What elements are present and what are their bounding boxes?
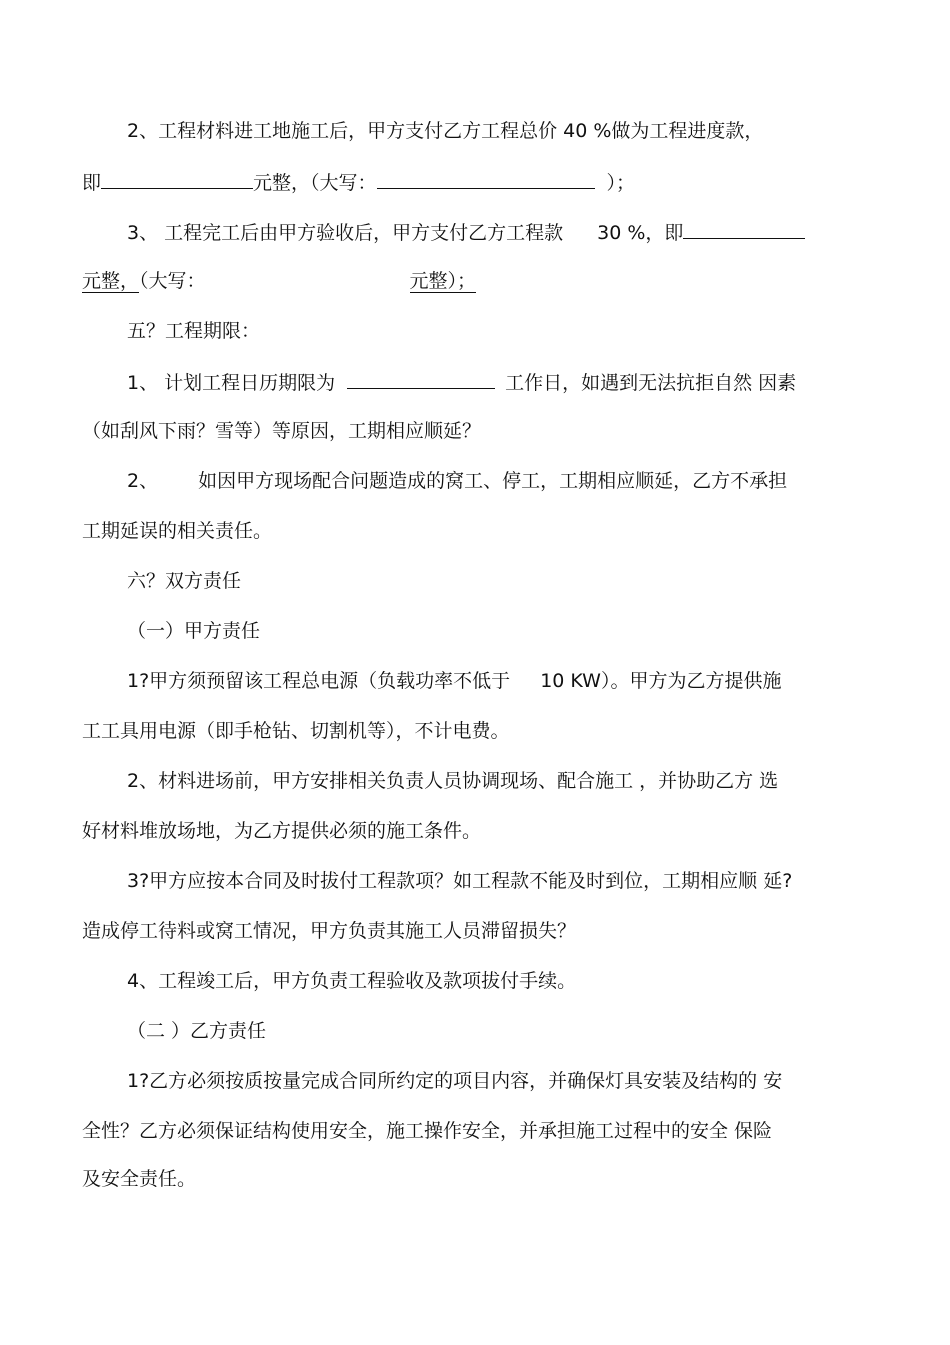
clause-text: ）； <box>606 172 636 194</box>
clause-text: 2、 <box>127 470 159 492</box>
subsection-heading: （一）甲方责任 <box>127 620 261 642</box>
clause-text: 工期延误的相关责任。 <box>82 520 273 542</box>
clause-text: 1?甲方须预留该工程总电源（负载功率不低于 <box>127 670 511 692</box>
clause-text: 及安全责任。 <box>82 1168 197 1190</box>
section-heading: 五？工程期限： <box>127 320 261 342</box>
clause-5-1-cont <box>82 418 481 444</box>
clause-text: 10 KW）。甲方为乙方提供施 <box>540 670 782 692</box>
clause-a-1-cont <box>82 718 510 744</box>
clause-a-3-cont <box>82 918 576 944</box>
section-heading: 六？双方责任 <box>127 570 242 592</box>
clause-2-amount-line <box>82 168 635 194</box>
workdays-blank[interactable] <box>347 368 495 389</box>
clause-text: 3?甲方应按本合同及时拔付工程款项？如工程款不能及时到位，工期相应顺 延? <box>127 870 793 892</box>
section-6-heading <box>127 568 241 594</box>
clause-b-1 <box>127 1068 782 1094</box>
clause-2-payment <box>127 118 763 144</box>
clause-text: 全性？乙方必须保证结构使用安全，施工操作安全，并承担施工过程中的安全 保险 <box>82 1120 773 1142</box>
clause-text: 即 <box>82 172 102 194</box>
clause-text: 1?乙方必须按质按量完成合同所约定的项目内容，并确保灯具安装及结构的 安 <box>127 1070 783 1092</box>
clause-text: 4、工程竣工后，甲方负责工程验收及款项拔付手续。 <box>127 970 577 992</box>
clause-text: 2、材料进场前，甲方安排相关负责人员协调现场、配合施工 ，并协助乙方 选 <box>127 770 779 792</box>
amount-blank[interactable] <box>101 168 253 189</box>
clause-text: 2、工程材料进工地施工后，甲方支付乙方工程总价 40 %做为工程进度款， <box>127 120 764 142</box>
clause-5-1 <box>127 368 796 394</box>
clause-5-2-cont <box>82 518 272 544</box>
clause-text: （大写： <box>139 270 206 292</box>
subsection-party-a <box>127 618 260 644</box>
clause-b-1-cont <box>82 1118 772 1144</box>
clause-a-2 <box>127 768 778 794</box>
clause-3-payment <box>127 218 805 244</box>
clause-text: 元整，（大写： <box>253 172 377 194</box>
clause-a-4 <box>127 968 576 994</box>
subsection-heading: （二 ）乙方责任 <box>127 1020 267 1042</box>
amount-blank[interactable] <box>683 218 805 239</box>
clause-text: （如刮风下雨？雪等）等原因，工期相应顺延？ <box>82 420 482 442</box>
clause-5-2 <box>127 468 787 494</box>
clause-text: 元整）； <box>409 270 477 292</box>
clause-text: 造成停工待料或窝工情况，甲方负责其施工人员滞留损失？ <box>82 920 577 942</box>
clause-a-2-cont <box>82 818 481 844</box>
clause-text: 1、 计划工程日历期限为 <box>127 372 336 394</box>
capital-amount-blank[interactable] <box>377 168 595 189</box>
clause-text: 好材料堆放场地，为乙方提供必须的施工条件。 <box>82 820 482 842</box>
clause-text: 3、 工程完工后由甲方验收后，甲方支付乙方工程款 <box>127 222 564 244</box>
section-5-heading <box>127 318 260 344</box>
subsection-party-b <box>127 1018 266 1044</box>
clause-text: 如因甲方现场配合问题造成的窝工、停工，工期相应顺延，乙方不承担 <box>198 470 788 492</box>
clause-b-1-end <box>82 1166 196 1192</box>
clause-a-3 <box>127 868 792 894</box>
clause-a-1 <box>127 668 781 694</box>
clause-text: 30 %，即 <box>597 222 684 244</box>
clause-3-amount-line <box>82 268 476 294</box>
clause-text: 元整， <box>82 270 140 292</box>
clause-text: 工工具用电源（即手枪钻、切割机等），不计电费。 <box>82 720 510 742</box>
clause-text: 工作日，如遇到无法抗拒自然 因素 <box>505 372 797 394</box>
